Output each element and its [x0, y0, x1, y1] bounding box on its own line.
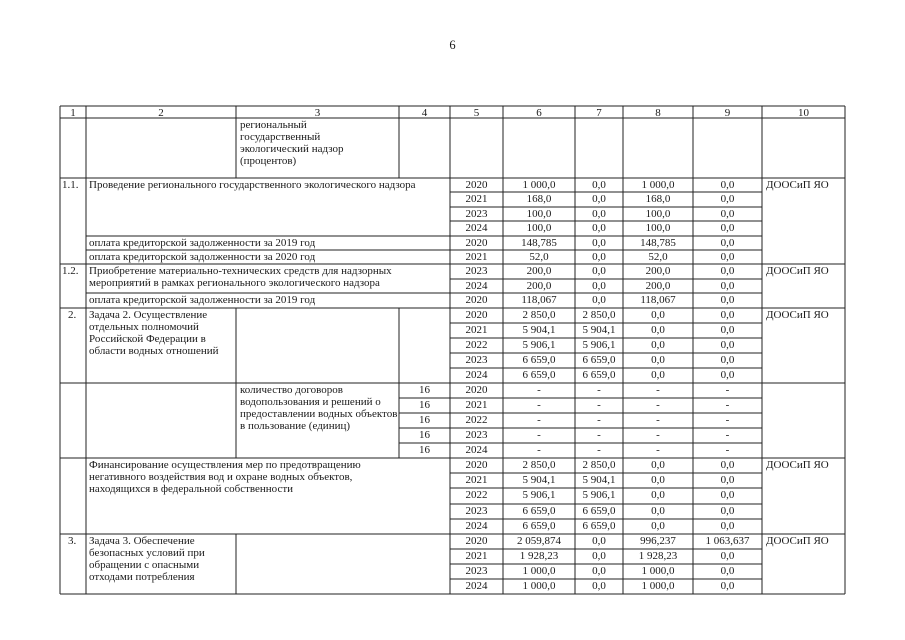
value-cell: 100,0: [526, 208, 552, 220]
value-cell: -: [656, 429, 660, 441]
value-cell: 1 000,0: [522, 179, 556, 191]
column-header: 4: [421, 107, 428, 119]
value-cell: 6 659,0: [582, 520, 616, 532]
section-title: Задача 3. Обеспечение безопасных условий при обращении с опасными отходами потребления: [89, 535, 205, 583]
column-header: 5: [473, 107, 480, 119]
value-cell: -: [537, 429, 541, 441]
column-header: 2: [158, 107, 164, 119]
value-cell: 0,0: [592, 179, 606, 191]
value-cell: 0,0: [720, 505, 735, 517]
value-cell: 0,0: [720, 474, 735, 486]
value-cell: 118,067: [640, 294, 676, 306]
value-cell: -: [725, 399, 730, 411]
value-cell: 0,0: [592, 208, 606, 220]
value-cell: 0,0: [720, 520, 735, 532]
value-cell: 0,0: [592, 535, 606, 547]
year-cell: 2020: [465, 294, 488, 306]
column-header: 7: [596, 107, 602, 119]
value-cell: -: [537, 399, 541, 411]
value-cell: 1 000,0: [522, 565, 556, 577]
executor-cell: ДООСиП ЯО: [766, 459, 829, 471]
value-cell: 148,785: [521, 237, 557, 249]
value-cell: 0,0: [720, 324, 735, 336]
section-number: 1.1.: [62, 179, 79, 191]
year-cell: 2021: [465, 193, 488, 205]
executor-cell: ДООСиП ЯО: [766, 265, 829, 277]
value-cell: 0,0: [720, 354, 735, 366]
year-cell: 2021: [465, 474, 488, 486]
value-cell: 1 928,23: [638, 550, 678, 562]
value-cell: -: [597, 384, 601, 396]
page-number: 6: [449, 38, 456, 52]
value-cell: -: [597, 429, 601, 441]
value-cell: 0,0: [720, 309, 735, 321]
value-cell: 0,0: [720, 237, 735, 249]
value-cell: 5 906,1: [522, 489, 556, 501]
value-cell: 0,0: [720, 179, 735, 191]
indicator-value: 16: [419, 414, 430, 426]
subrow-label: оплата кредиторской задолженности за 2019 год: [89, 294, 316, 306]
value-cell: 5 904,1: [582, 324, 616, 336]
column-header: 10: [798, 107, 809, 119]
year-cell: 2023: [465, 565, 488, 577]
value-cell: -: [597, 414, 601, 426]
value-cell: 100,0: [645, 208, 671, 220]
value-cell: 0,0: [720, 208, 735, 220]
value-cell: 0,0: [592, 550, 606, 562]
value-cell: 2 850,0: [522, 459, 556, 471]
value-cell: 0,0: [720, 222, 735, 234]
value-cell: 0,0: [720, 580, 735, 592]
value-cell: -: [656, 414, 660, 426]
year-cell: 2024: [465, 369, 488, 381]
indicator-value: 16: [419, 384, 430, 396]
subrow-label: оплата кредиторской задолженности за 2019 год: [89, 237, 316, 249]
section-number: 1.2.: [62, 265, 79, 277]
value-cell: 0,0: [651, 520, 665, 532]
year-cell: 2020: [465, 459, 488, 471]
value-cell: -: [725, 429, 730, 441]
value-cell: 6 659,0: [582, 354, 616, 366]
year-cell: 2023: [465, 429, 488, 441]
value-cell: 0,0: [592, 580, 606, 592]
value-cell: 2 850,0: [582, 459, 616, 471]
year-cell: 2021: [465, 324, 488, 336]
value-cell: 1 928,23: [519, 550, 559, 562]
year-cell: 2020: [465, 179, 488, 191]
value-cell: 1 000,0: [641, 580, 675, 592]
year-cell: 2020: [465, 309, 488, 321]
value-cell: 52,0: [648, 251, 668, 263]
value-cell: 1 000,0: [641, 565, 675, 577]
year-cell: 2024: [465, 580, 488, 592]
year-cell: 2023: [465, 265, 488, 277]
value-cell: 0,0: [592, 280, 606, 292]
column-header: 8: [655, 107, 661, 119]
column-header: 3: [314, 107, 321, 119]
value-cell: 0,0: [592, 265, 606, 277]
value-cell: -: [725, 384, 730, 396]
value-cell: 0,0: [720, 489, 735, 501]
value-cell: 6 659,0: [582, 369, 616, 381]
value-cell: 2 059,874: [517, 535, 561, 547]
value-cell: 2 850,0: [582, 309, 616, 321]
value-cell: 0,0: [592, 251, 606, 263]
value-cell: -: [537, 384, 541, 396]
value-cell: 200,0: [645, 265, 671, 277]
subrow-label: оплата кредиторской задолженности за 2020 год: [89, 251, 316, 263]
year-cell: 2020: [465, 535, 488, 547]
value-cell: 5 904,1: [522, 474, 556, 486]
value-cell: 0,0: [720, 251, 735, 263]
value-cell: 0,0: [651, 339, 665, 351]
value-cell: 6 659,0: [522, 369, 556, 381]
section-number: 3.: [68, 535, 77, 547]
value-cell: 200,0: [526, 265, 552, 277]
value-cell: -: [656, 444, 660, 456]
year-cell: 2022: [465, 414, 488, 426]
year-cell: 2021: [465, 251, 488, 263]
year-cell: 2023: [465, 505, 488, 517]
value-cell: 52,0: [529, 251, 549, 263]
executor-cell: ДООСиП ЯО: [766, 179, 829, 191]
column-header: 1: [70, 107, 76, 119]
year-cell: 2024: [465, 222, 488, 234]
value-cell: 0,0: [651, 324, 665, 336]
year-cell: 2020: [465, 384, 488, 396]
value-cell: 168,0: [645, 193, 671, 205]
value-cell: 0,0: [651, 369, 665, 381]
indicator-text: региональный государственный экологический надзор (процентов): [240, 119, 344, 167]
year-cell: 2024: [465, 280, 488, 292]
value-cell: 5 904,1: [522, 324, 556, 336]
value-cell: 0,0: [651, 474, 665, 486]
value-cell: 2 850,0: [522, 309, 556, 321]
value-cell: 0,0: [651, 309, 665, 321]
section-title: Проведение регионального государственного экологического надзора: [89, 179, 416, 191]
executor-cell: ДООСиП ЯО: [766, 309, 829, 321]
value-cell: 5 906,1: [582, 339, 616, 351]
value-cell: 0,0: [720, 265, 735, 277]
value-cell: 118,067: [521, 294, 557, 306]
value-cell: 0,0: [592, 237, 606, 249]
value-cell: 0,0: [720, 369, 735, 381]
indicator-value: 16: [419, 399, 430, 411]
year-cell: 2023: [465, 354, 488, 366]
value-cell: 0,0: [720, 459, 735, 471]
value-cell: 200,0: [526, 280, 552, 292]
value-cell: 1 063,637: [705, 535, 750, 547]
value-cell: 100,0: [645, 222, 671, 234]
section-title: Финансирование осуществления мер по предотвращению негативного воздействия вод и охране водных объектов, находящихся в федеральной собственности: [89, 459, 361, 495]
value-cell: 996,237: [640, 535, 676, 547]
value-cell: 148,785: [640, 237, 676, 249]
year-cell: 2022: [465, 339, 488, 351]
value-cell: 0,0: [592, 565, 606, 577]
value-cell: 0,0: [651, 354, 665, 366]
value-cell: 6 659,0: [582, 505, 616, 517]
value-cell: -: [537, 414, 541, 426]
year-cell: 2021: [465, 550, 488, 562]
value-cell: -: [537, 444, 541, 456]
indicator-value: 16: [419, 444, 430, 456]
year-cell: 2020: [465, 237, 488, 249]
value-cell: 5 906,1: [582, 489, 616, 501]
value-cell: -: [597, 399, 601, 411]
value-cell: 0,0: [720, 193, 735, 205]
value-cell: 6 659,0: [522, 520, 556, 532]
value-cell: 0,0: [720, 339, 735, 351]
value-cell: -: [656, 399, 660, 411]
value-cell: 0,0: [720, 550, 735, 562]
value-cell: 0,0: [651, 459, 665, 471]
value-cell: 0,0: [592, 294, 606, 306]
year-cell: 2024: [465, 444, 488, 456]
value-cell: 5 906,1: [522, 339, 556, 351]
value-cell: 1 000,0: [641, 179, 675, 191]
value-cell: 0,0: [592, 193, 606, 205]
section-title: Задача 2. Осуществление отдельных полномочий Российской Федерации в области водных отношений: [89, 309, 219, 357]
value-cell: 168,0: [526, 193, 552, 205]
indicator-value: 16: [419, 429, 430, 441]
value-cell: 6 659,0: [522, 505, 556, 517]
column-header: 9: [724, 107, 731, 119]
value-cell: 0,0: [651, 489, 665, 501]
value-cell: 200,0: [645, 280, 671, 292]
value-cell: 0,0: [592, 222, 606, 234]
value-cell: -: [725, 444, 730, 456]
value-cell: 0,0: [720, 565, 735, 577]
year-cell: 2023: [465, 208, 488, 220]
value-cell: 0,0: [651, 505, 665, 517]
indicator-text: количество договоров водопользования и решений о предоставлении водных объектов в пользование (единиц): [240, 384, 398, 432]
executor-cell: ДООСиП ЯО: [766, 535, 829, 547]
value-cell: 1 000,0: [522, 580, 556, 592]
value-cell: 6 659,0: [522, 354, 556, 366]
year-cell: 2024: [465, 520, 488, 532]
year-cell: 2022: [465, 489, 488, 501]
value-cell: 0,0: [720, 294, 735, 306]
value-cell: -: [656, 384, 660, 396]
value-cell: 0,0: [720, 280, 735, 292]
section-title: Приобретение материально-технических средств для надзорных мероприятий в рамках регионального экологического надзора: [89, 265, 392, 289]
year-cell: 2021: [465, 399, 488, 411]
value-cell: -: [597, 444, 601, 456]
section-number: 2.: [68, 309, 77, 321]
value-cell: 5 904,1: [582, 474, 616, 486]
value-cell: -: [725, 414, 730, 426]
value-cell: 100,0: [526, 222, 552, 234]
column-header: 6: [536, 107, 542, 119]
